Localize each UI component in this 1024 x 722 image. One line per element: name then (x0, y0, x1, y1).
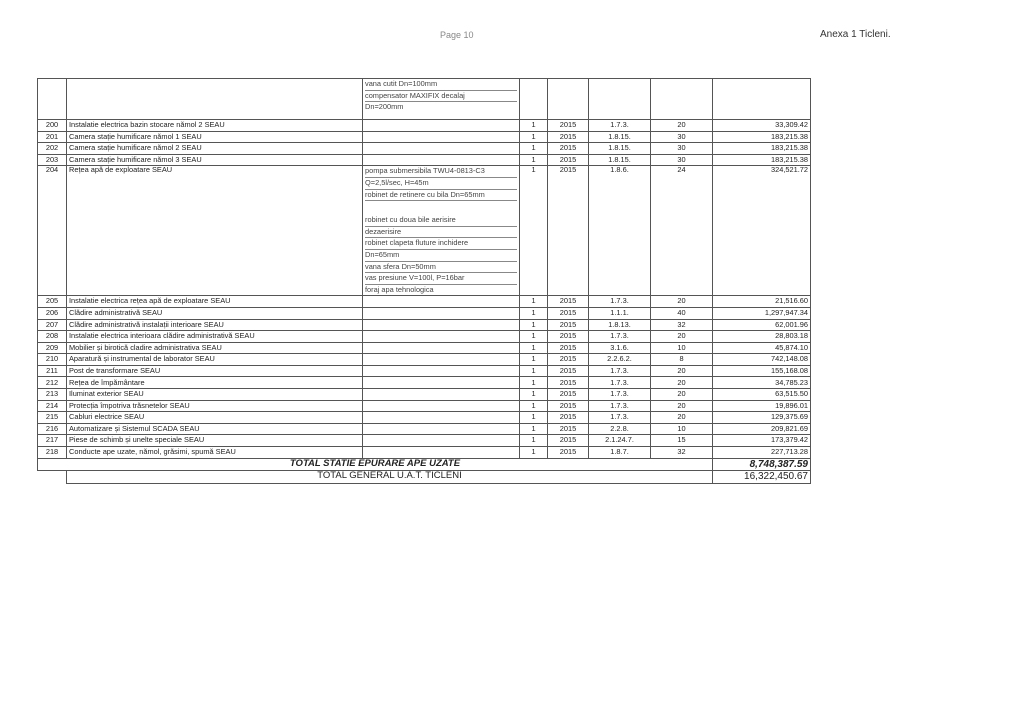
desc-cell (363, 120, 520, 132)
table-row (38, 342, 811, 354)
desc-cell (363, 296, 520, 308)
value-cell: 324,521.72 (713, 166, 811, 296)
value-cell: 21,516.60 (713, 296, 811, 308)
table-row (38, 131, 811, 143)
desc-cell (363, 131, 520, 143)
desc-line: Dn=65mm (365, 250, 517, 262)
dur-cell: 20 (651, 120, 713, 132)
nr-cell (38, 79, 67, 120)
name-cell: Iluminat exterior SEAU (67, 389, 363, 401)
nr-cell: 201 (38, 131, 67, 143)
qty-cell: 1 (520, 296, 548, 308)
nr-cell: 217 (38, 435, 67, 447)
qty-cell: 1 (520, 120, 548, 132)
value-cell: 34,785.23 (713, 377, 811, 389)
table-row (38, 143, 811, 155)
name-cell: Mobilier și birotică cladire administrativa SEAU (67, 342, 363, 354)
code-cell: 1.1.1. (589, 307, 651, 319)
desc-cell (363, 412, 520, 424)
qty-cell: 1 (520, 166, 548, 296)
name-cell (67, 79, 363, 120)
dur-cell: 20 (651, 365, 713, 377)
desc-line: vas presiune V=100l, P=16bar (365, 273, 517, 285)
value-cell: 45,874.10 (713, 342, 811, 354)
name-cell: Clădire administrativă instalații interioare SEAU (67, 319, 363, 331)
nr-cell: 209 (38, 342, 67, 354)
code-cell: 1.8.15. (589, 131, 651, 143)
table-row (38, 400, 811, 412)
dur-cell: 20 (651, 331, 713, 343)
value-cell: 183,215.38 (713, 154, 811, 166)
desc-cell (363, 307, 520, 319)
name-cell: Conducte ape uzate, nămol, grăsimi, spumă SEAU (67, 447, 363, 459)
dur-cell: 30 (651, 143, 713, 155)
desc-cell (363, 389, 520, 401)
year-cell: 2015 (548, 331, 589, 343)
value-cell: 209,821.69 (713, 423, 811, 435)
table-row (38, 447, 811, 459)
year-cell: 2015 (548, 154, 589, 166)
desc-line: vana cutit Dn=100mm (365, 79, 517, 91)
blank-cell (38, 471, 67, 484)
name-cell: Protecția împotriva trăsnetelor SEAU (67, 400, 363, 412)
value-cell: 183,215.38 (713, 131, 811, 143)
desc-cell (363, 400, 520, 412)
nr-cell: 216 (38, 423, 67, 435)
value-cell: 173,379.42 (713, 435, 811, 447)
table-row (38, 354, 811, 366)
qty-cell: 1 (520, 319, 548, 331)
table-row (38, 319, 811, 331)
qty-cell: 1 (520, 354, 548, 366)
dur-cell (651, 79, 713, 120)
desc-line: dezaerisire (365, 227, 517, 239)
name-cell: Piese de schimb și unelte speciale SEAU (67, 435, 363, 447)
name-cell: Clădire administrativă SEAU (67, 307, 363, 319)
value-cell: 63,515.50 (713, 389, 811, 401)
qty-cell: 1 (520, 377, 548, 389)
dur-cell: 20 (651, 412, 713, 424)
name-cell: Instalatie electrica rețea apă de exploatare SEAU (67, 296, 363, 308)
value-cell: 33,309.42 (713, 120, 811, 132)
table-row (38, 389, 811, 401)
desc-cell (363, 377, 520, 389)
desc-line: robinet cu doua bile aerisire (365, 215, 517, 227)
desc-line: Dn=200mm (365, 102, 404, 112)
dur-cell: 20 (651, 400, 713, 412)
year-cell: 2015 (548, 166, 589, 296)
year-cell: 2015 (548, 389, 589, 401)
qty-cell: 1 (520, 307, 548, 319)
code-cell: 1.8.15. (589, 154, 651, 166)
value-cell: 183,215.38 (713, 143, 811, 155)
year-cell: 2015 (548, 319, 589, 331)
name-cell: Aparatură și instrumental de laborator SEAU (67, 354, 363, 366)
page-number: Page 10 (440, 30, 474, 40)
name-cell: Rețea de împământare (67, 377, 363, 389)
dur-cell: 15 (651, 435, 713, 447)
qty-cell (520, 79, 548, 120)
code-cell: 1.7.3. (589, 365, 651, 377)
year-cell: 2015 (548, 435, 589, 447)
desc-cell (363, 331, 520, 343)
nr-cell: 202 (38, 143, 67, 155)
value-cell: 62,001.96 (713, 319, 811, 331)
year-cell: 2015 (548, 412, 589, 424)
qty-cell: 1 (520, 154, 548, 166)
dur-cell: 32 (651, 319, 713, 331)
nr-cell: 203 (38, 154, 67, 166)
name-cell: Instalatie electrica interioara clădire administrativă SEAU (67, 331, 363, 343)
table-row (38, 331, 811, 343)
table-row (38, 166, 811, 296)
nr-cell: 207 (38, 319, 67, 331)
qty-cell: 1 (520, 447, 548, 459)
year-cell: 2015 (548, 120, 589, 132)
year-cell: 2015 (548, 447, 589, 459)
code-cell: 1.7.3. (589, 400, 651, 412)
dur-cell: 20 (651, 296, 713, 308)
desc-cell (363, 365, 520, 377)
desc-line: pompa submersibila TWU4-0813-C3 (365, 166, 517, 178)
name-cell: Camera stație humificare nămol 2 SEAU (67, 143, 363, 155)
nr-cell: 215 (38, 412, 67, 424)
nr-cell: 204 (38, 166, 67, 296)
code-cell: 1.7.3. (589, 120, 651, 132)
value-cell: 28,803.18 (713, 331, 811, 343)
year-cell: 2015 (548, 307, 589, 319)
code-cell: 1.7.3. (589, 331, 651, 343)
year-cell: 2015 (548, 131, 589, 143)
name-cell: Cabluri electrice SEAU (67, 412, 363, 424)
qty-cell: 1 (520, 143, 548, 155)
code-cell: 1.7.3. (589, 389, 651, 401)
desc-cell (363, 154, 520, 166)
nr-cell: 218 (38, 447, 67, 459)
year-cell (548, 79, 589, 120)
annex-label: Anexa 1 Ticleni. (820, 29, 891, 40)
station-total-label: TOTAL STATIE EPURARE APE UZATE (38, 458, 713, 471)
year-cell: 2015 (548, 354, 589, 366)
nr-cell: 213 (38, 389, 67, 401)
table-row (38, 423, 811, 435)
desc-cell (363, 354, 520, 366)
name-cell: Camera stație humificare nămol 1 SEAU (67, 131, 363, 143)
year-cell: 2015 (548, 296, 589, 308)
nr-cell: 206 (38, 307, 67, 319)
dur-cell: 8 (651, 354, 713, 366)
name-cell: Camera stație humificare nămol 3 SEAU (67, 154, 363, 166)
code-cell: 1.7.3. (589, 377, 651, 389)
nr-cell: 210 (38, 354, 67, 366)
inventory-table (37, 78, 811, 484)
code-cell: 2.2.8. (589, 423, 651, 435)
year-cell: 2015 (548, 365, 589, 377)
value-cell: 227,713.28 (713, 447, 811, 459)
year-cell: 2015 (548, 143, 589, 155)
desc-cell (363, 166, 520, 296)
desc-cell (363, 447, 520, 459)
nr-cell: 205 (38, 296, 67, 308)
table-row (38, 154, 811, 166)
table-row (38, 435, 811, 447)
year-cell: 2015 (548, 423, 589, 435)
general-total-row (38, 471, 811, 484)
name-cell: Instalatie electrica bazin stocare nămol 2 SEAU (67, 120, 363, 132)
table-row (38, 307, 811, 319)
desc-cell (363, 435, 520, 447)
value-cell: 155,168.08 (713, 365, 811, 377)
desc-cell (363, 79, 520, 120)
value-cell: 1,297,947.34 (713, 307, 811, 319)
desc-line: robinet de retinere cu bila Dn=65mm (365, 190, 517, 202)
nr-cell: 214 (38, 400, 67, 412)
table-row (38, 120, 811, 132)
year-cell: 2015 (548, 377, 589, 389)
table-row-continuation (38, 79, 811, 120)
name-cell: Post de transformare SEAU (67, 365, 363, 377)
value-cell: 742,148.08 (713, 354, 811, 366)
qty-cell: 1 (520, 423, 548, 435)
nr-cell: 211 (38, 365, 67, 377)
code-cell: 2.2.6.2. (589, 354, 651, 366)
station-total-value: 8,748,387.59 (713, 458, 811, 471)
inventory-sheet (37, 78, 811, 484)
code-cell: 1.8.15. (589, 143, 651, 155)
desc-line: robinet clapeta fluture inchidere (365, 238, 517, 250)
dur-cell: 40 (651, 307, 713, 319)
qty-cell: 1 (520, 435, 548, 447)
value-cell (713, 79, 811, 120)
desc-cell (363, 342, 520, 354)
table-row (38, 412, 811, 424)
desc-line (365, 201, 517, 215)
station-total-row (38, 458, 811, 471)
dur-cell: 30 (651, 131, 713, 143)
code-cell: 1.8.13. (589, 319, 651, 331)
table-row (38, 296, 811, 308)
table-row (38, 377, 811, 389)
qty-cell: 1 (520, 400, 548, 412)
code-cell: 1.7.3. (589, 412, 651, 424)
name-cell: Automatizare și Sistemul SCADA SEAU (67, 423, 363, 435)
desc-cell (363, 143, 520, 155)
dur-cell: 24 (651, 166, 713, 296)
dur-cell: 20 (651, 377, 713, 389)
qty-cell: 1 (520, 131, 548, 143)
dur-cell: 10 (651, 423, 713, 435)
qty-cell: 1 (520, 342, 548, 354)
code-cell: 1.7.3. (589, 296, 651, 308)
desc-line: Q=2,5l/sec, H=45m (365, 178, 517, 190)
qty-cell: 1 (520, 365, 548, 377)
qty-cell: 1 (520, 331, 548, 343)
year-cell: 2015 (548, 400, 589, 412)
nr-cell: 212 (38, 377, 67, 389)
general-total-value: 16,322,450.67 (713, 471, 811, 484)
code-cell: 1.8.6. (589, 166, 651, 296)
nr-cell: 208 (38, 331, 67, 343)
code-cell: 3.1.6. (589, 342, 651, 354)
dur-cell: 32 (651, 447, 713, 459)
code-cell: 2.1.24.7. (589, 435, 651, 447)
dur-cell: 10 (651, 342, 713, 354)
value-cell: 19,896.01 (713, 400, 811, 412)
general-total-label: TOTAL GENERAL U.A.T. TICLENI (67, 471, 713, 484)
qty-cell: 1 (520, 412, 548, 424)
desc-cell (363, 319, 520, 331)
value-cell: 129,375.69 (713, 412, 811, 424)
desc-line: foraj apa tehnologica (365, 284, 434, 294)
desc-line: vana sfera Dn=50mm (365, 262, 517, 274)
code-cell: 1.8.7. (589, 447, 651, 459)
name-cell: Rețea apă de exploatare SEAU (67, 166, 363, 296)
desc-line: compensator MAXIFIX decalaj (365, 91, 517, 103)
table-row (38, 365, 811, 377)
dur-cell: 20 (651, 389, 713, 401)
qty-cell: 1 (520, 389, 548, 401)
desc-cell (363, 423, 520, 435)
year-cell: 2015 (548, 342, 589, 354)
code-cell (589, 79, 651, 120)
nr-cell: 200 (38, 120, 67, 132)
dur-cell: 30 (651, 154, 713, 166)
